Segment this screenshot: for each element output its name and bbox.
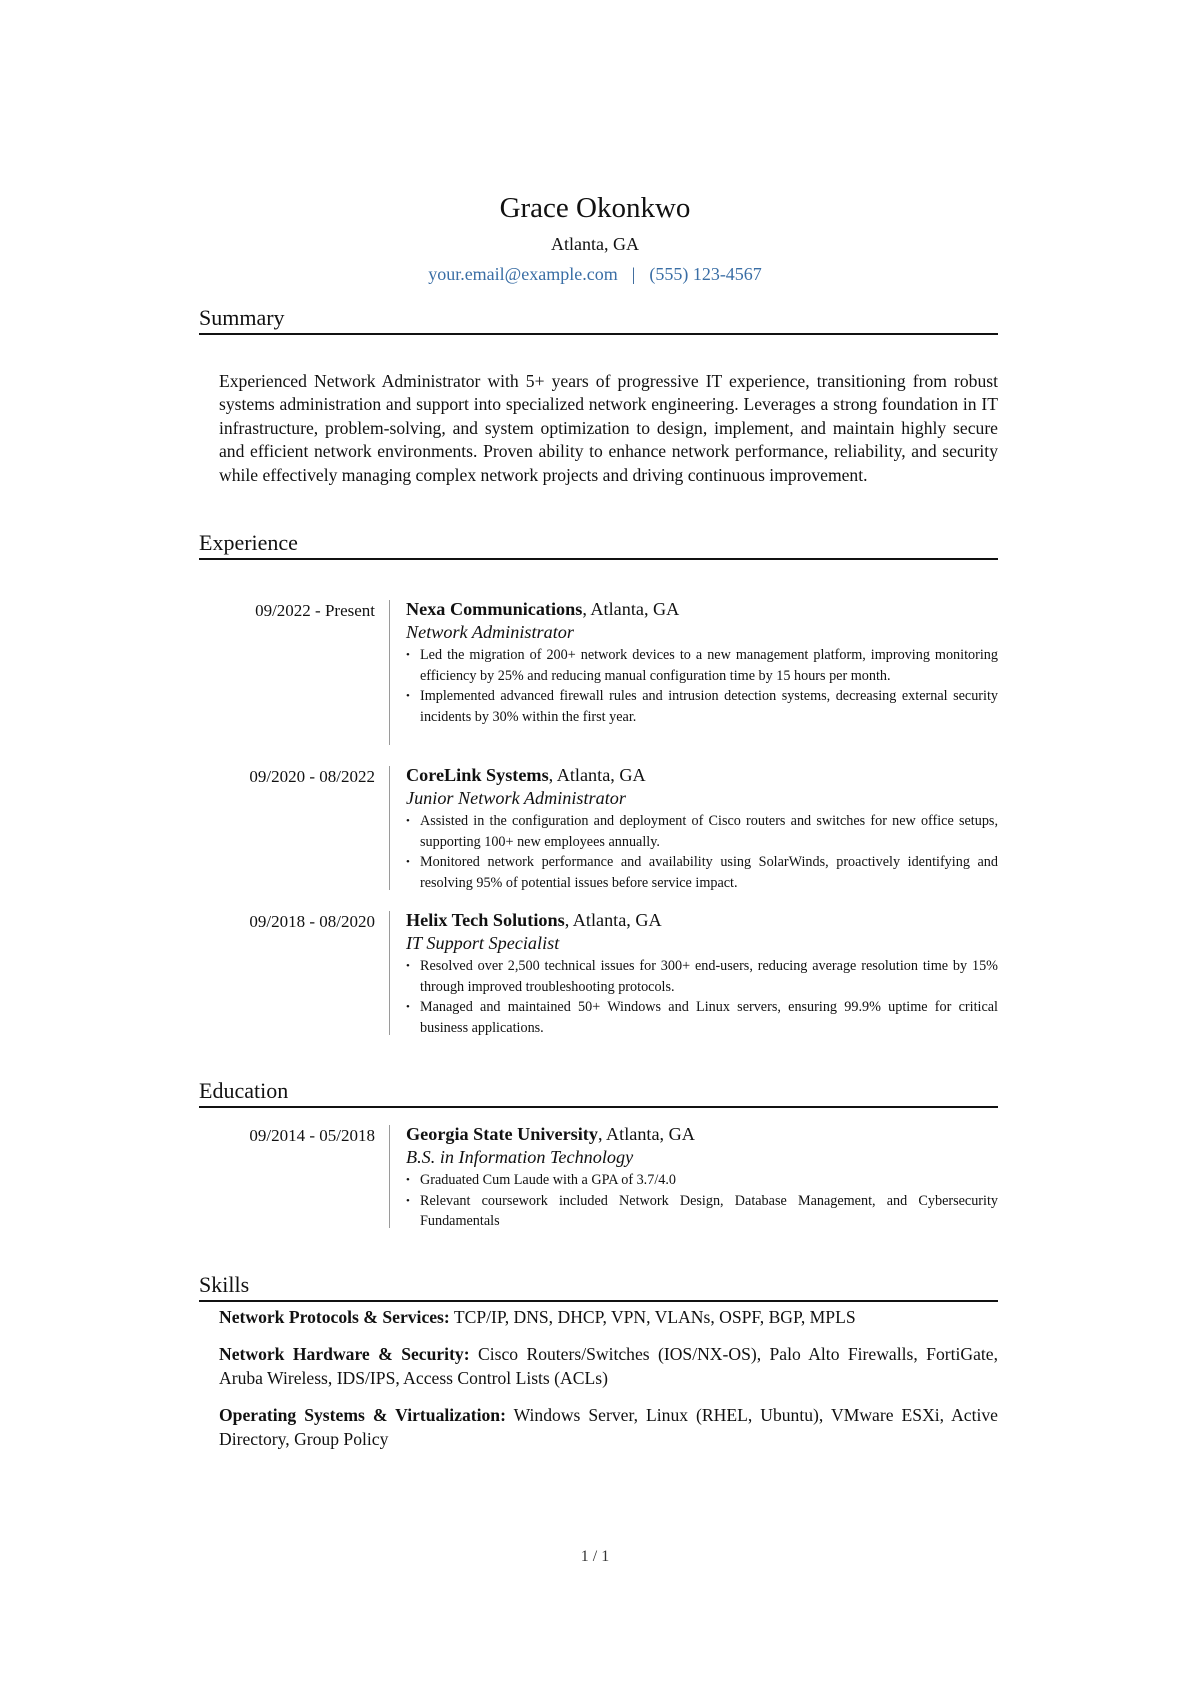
entry-organization-line: [406, 764, 998, 787]
skill-item: [219, 1343, 998, 1390]
contact-line: [0, 262, 1190, 286]
summary-text: Experienced Network Administrator with 5+ years of progressive IT experience, transitioning from robust systems administration and support into specialized network engineering. Leverages a strong foundation in IT infrastructure, problem-solving, and system optimization to design, implement, and maintain highly secure and efficient network environments. Proven ability to enhance network performance, reliability, and security while effectively managing complex network projects and driving continuous improvement.: [219, 371, 998, 485]
bullet-icon: •: [406, 960, 410, 972]
section-title-skills: Skills: [199, 1271, 998, 1302]
bullet-icon: •: [406, 815, 410, 827]
bullet-item: • Managed and maintained 50+ Windows and Linux servers, ensuring 99.9% uptime for critical business applications.: [406, 999, 998, 1036]
section-title-experience: Experience: [199, 529, 998, 560]
skill-label: Operating Systems & Virtualization:: [219, 1405, 506, 1426]
skill-value: TCP/IP, DNS, DHCP, VPN, VLANs, OSPF, BGP, MPLS: [449, 1307, 856, 1327]
entry-date: 09/2020 - 08/2022: [249, 767, 375, 786]
entry-role: B.S. in Information Technology: [406, 1147, 634, 1167]
bullet-item: • Monitored network performance and availability using SolarWinds, proactively identifying and resolving 95% of potential issues before service impact.: [406, 854, 998, 891]
bullet-item: • Assisted in the configuration and deployment of Cisco routers and switches for new office setups, supporting 100+ new employees annually.: [406, 813, 998, 850]
entry-organization-line: [406, 598, 998, 621]
entry-organization-line: [406, 909, 998, 932]
entry-location: , Atlanta, GA: [582, 599, 680, 619]
entry-date: 09/2018 - 08/2020: [249, 912, 375, 931]
bullet-item: • Implemented advanced firewall rules and intrusion detection systems, decreasing external security incidents by 30% within the first year.: [406, 688, 998, 725]
skills-list: [219, 1306, 998, 1465]
bullet-icon: •: [406, 1001, 410, 1014]
entry-body: [406, 598, 998, 727]
resume-header: [0, 190, 1190, 286]
entry-location: , Atlanta, GA: [597, 1124, 695, 1144]
entry-divider: [389, 766, 390, 890]
bullet-icon: •: [406, 690, 410, 703]
entry-bullets: [406, 645, 998, 727]
entry-organization: Helix Tech Solutions: [406, 910, 565, 930]
email-link[interactable]: your.email@example.com: [428, 264, 618, 284]
entry-body: [406, 1123, 998, 1232]
entry-date: 09/2014 - 05/2018: [249, 1126, 375, 1145]
entry-divider: [389, 1125, 390, 1228]
entry-role: Network Administrator: [406, 622, 574, 642]
skill-value: Windows Server, Linux (RHEL, Ubuntu), VMware ESXi, Active Directory, Group Policy: [219, 1405, 998, 1449]
entry-organization: Georgia State University: [406, 1124, 598, 1144]
skill-label: Network Protocols & Services:: [219, 1307, 450, 1327]
section-title-summary: Summary: [199, 304, 998, 335]
entry-organization-line: [406, 1123, 998, 1146]
skill-item: [219, 1306, 998, 1329]
entry-bullets: [406, 1170, 998, 1232]
skill-label: Network Hardware & Security:: [219, 1344, 470, 1365]
entry-location: , Atlanta, GA: [564, 910, 662, 930]
skill-item: [219, 1404, 998, 1451]
bullet-item: • Resolved over 2,500 technical issues for 300+ end-users, reducing average resolution time by 15% through improved troubleshooting protocols.: [406, 958, 998, 995]
entry-bullets: [406, 956, 998, 1038]
phone-link[interactable]: (555) 123-4567: [649, 264, 762, 284]
entry-bullets: [406, 811, 998, 893]
entry-body: [406, 764, 998, 893]
entry-body: [406, 909, 998, 1038]
entry-date: 09/2022 - Present: [255, 601, 375, 620]
bullet-item: • Led the migration of 200+ network devices to a new management platform, improving monitoring efficiency by 25% and reducing manual configuration time by 15 hours per month.: [406, 647, 998, 684]
contact-separator: |: [631, 264, 636, 284]
section-title-education: Education: [199, 1077, 998, 1108]
bullet-icon: •: [406, 1174, 410, 1186]
page-number: 1 / 1: [580, 1548, 610, 1565]
skill-value: Cisco Routers/Switches (IOS/NX-OS), Palo Alto Firewalls, FortiGate, Aruba Wireless, IDS/IPS, Access Control Lists (ACLs): [219, 1344, 998, 1388]
entry-location: , Atlanta, GA: [548, 765, 646, 785]
bullet-item: • Graduated Cum Laude with a GPA of 3.7/4.0: [406, 1170, 998, 1191]
entry-divider: [389, 600, 390, 745]
bullet-icon: •: [406, 856, 410, 869]
entry-divider: [389, 911, 390, 1035]
entry-role: IT Support Specialist: [406, 933, 560, 953]
candidate-name: Grace Okonkwo: [499, 192, 691, 224]
bullet-icon: •: [406, 1194, 410, 1207]
entry-organization: Nexa Communications: [406, 599, 583, 619]
entry-organization: CoreLink Systems: [406, 765, 549, 785]
candidate-location: Atlanta, GA: [551, 234, 639, 254]
bullet-item: • Relevant coursework included Network Design, Database Management, and Cybersecurity Fundamentals: [406, 1192, 998, 1230]
bullet-icon: •: [406, 649, 410, 661]
entry-role: Junior Network Administrator: [406, 788, 626, 808]
